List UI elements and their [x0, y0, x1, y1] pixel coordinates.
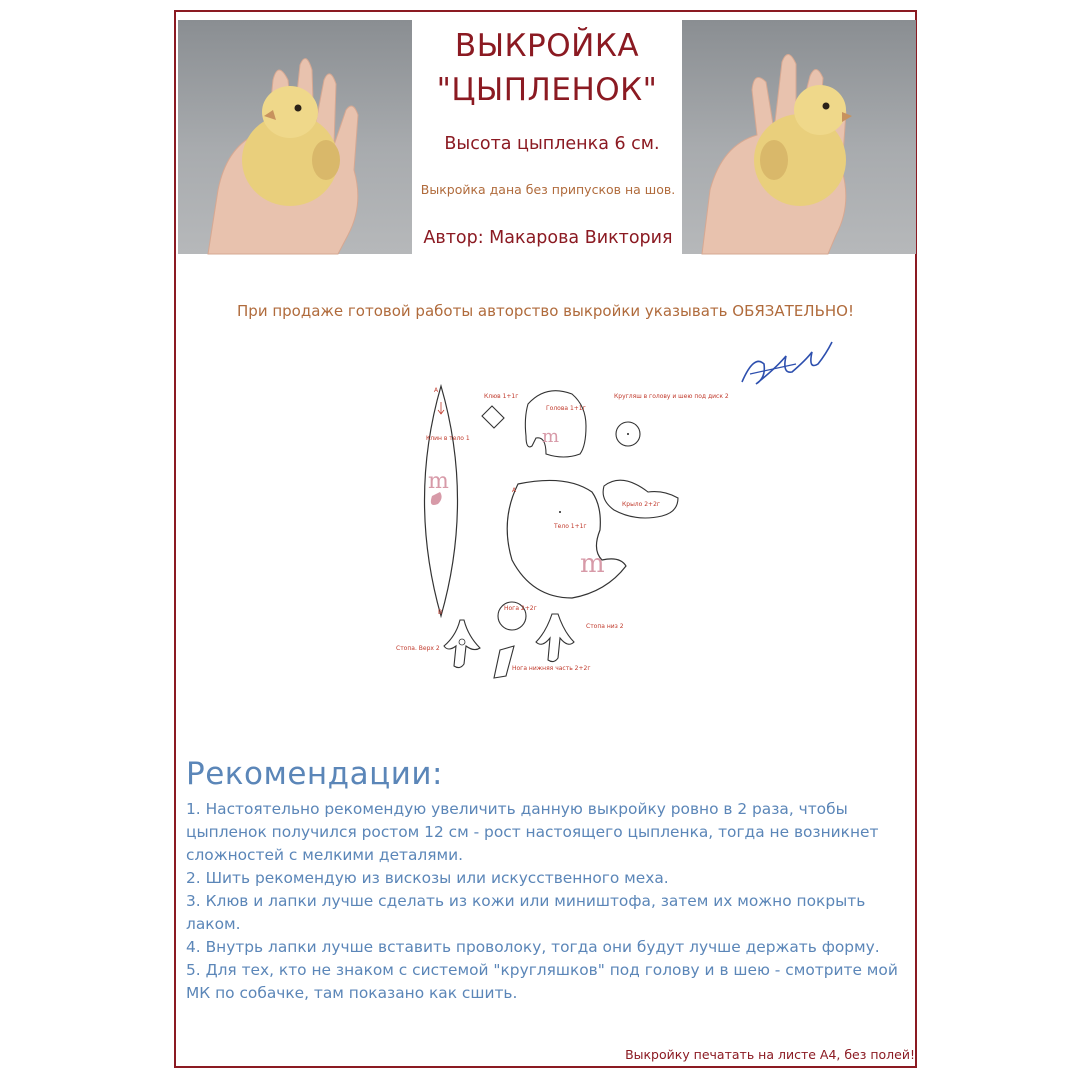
recommendation-item: 5. Для тех, кто не знаком с системой "кругляшков" под голову и в шею - смотрите мой МК по собачке, там показано как сшить. [186, 961, 898, 1002]
seam-allowance-note: Выкройка дана без припусков на шов. [420, 182, 676, 197]
svg-text:A: A [434, 387, 439, 394]
wing-label: Крыло 2+2г [622, 501, 661, 508]
pattern-pieces [396, 380, 729, 690]
author-signature [736, 334, 836, 394]
head-label: Голова 1+1г [546, 405, 586, 412]
wedge-piece [425, 386, 470, 616]
recommendation-item: 3. Клюв и лапки лучше сделать из кожи или миништофа, затем их можно покрыть лаком. [186, 892, 866, 933]
leg-label: Нога 2+2г [504, 605, 537, 612]
body-label: Тело 1+1г [554, 523, 587, 530]
copyright-notice: При продаже готовой работы авторство выкройки указывать ОБЯЗАТЕЛЬНО! [237, 302, 854, 320]
print-instructions: Выкройку печатать на листе А4, без полей! [625, 1047, 915, 1062]
foot-bottom-label: Стопа низ 2 [586, 623, 624, 630]
pattern-sheet [174, 10, 917, 1068]
svg-text:m: m [428, 469, 449, 494]
title-line-1: ВЫКРОЙКА [454, 28, 640, 64]
height-note: Высота цыпленка 6 см. [444, 134, 660, 154]
foot-bottom-piece [536, 614, 624, 662]
svg-text:m: m [542, 426, 560, 447]
lower-leg-piece [494, 646, 590, 678]
chick-photo-right [682, 20, 916, 254]
wedge-label: Клин в тело 1 [426, 435, 470, 442]
title-line-2: "ЦЫПЛЕНОК" [436, 72, 658, 108]
beak-label: Клюв 1+1г [484, 393, 519, 400]
recommendation-item: 1. Настоятельно рекомендую увеличить данную выкройку ровно в 2 раза, чтобы цыпленок получился ростом 12 см - рост настоящего цыпленка, тогда не возникнет сложностей с мелкими деталями. [186, 800, 879, 864]
body-piece [507, 480, 626, 598]
svg-text:A: A [512, 487, 517, 494]
recommendation-item: 2. Шить рекомендую из вискозы или искусственного меха. [186, 869, 669, 887]
chick-photo-left [178, 20, 412, 254]
foot-top-piece [396, 620, 480, 668]
head-piece [525, 391, 586, 457]
svg-text:m: m [580, 549, 605, 579]
recommendations-list [186, 798, 911, 1005]
leg-piece [498, 602, 537, 630]
disk-label: Кругляш в голову и шею под диск 2 [614, 393, 729, 400]
author-credit: Автор: Макарова Виктория [423, 228, 673, 248]
recommendations-heading: Рекомендации: [186, 756, 443, 792]
lower-leg-label: Нога нижняя часть 2+2г [512, 665, 591, 672]
disk-piece [614, 393, 729, 446]
beak-piece [482, 393, 518, 428]
foot-top-label: Стопа. Верх 2 [396, 645, 440, 652]
svg-text:B: B [438, 609, 443, 616]
wing-piece [603, 480, 678, 518]
recommendation-item: 4. Внутрь лапки лучше вставить проволоку, тогда они будут лучше держать форму. [186, 938, 880, 956]
